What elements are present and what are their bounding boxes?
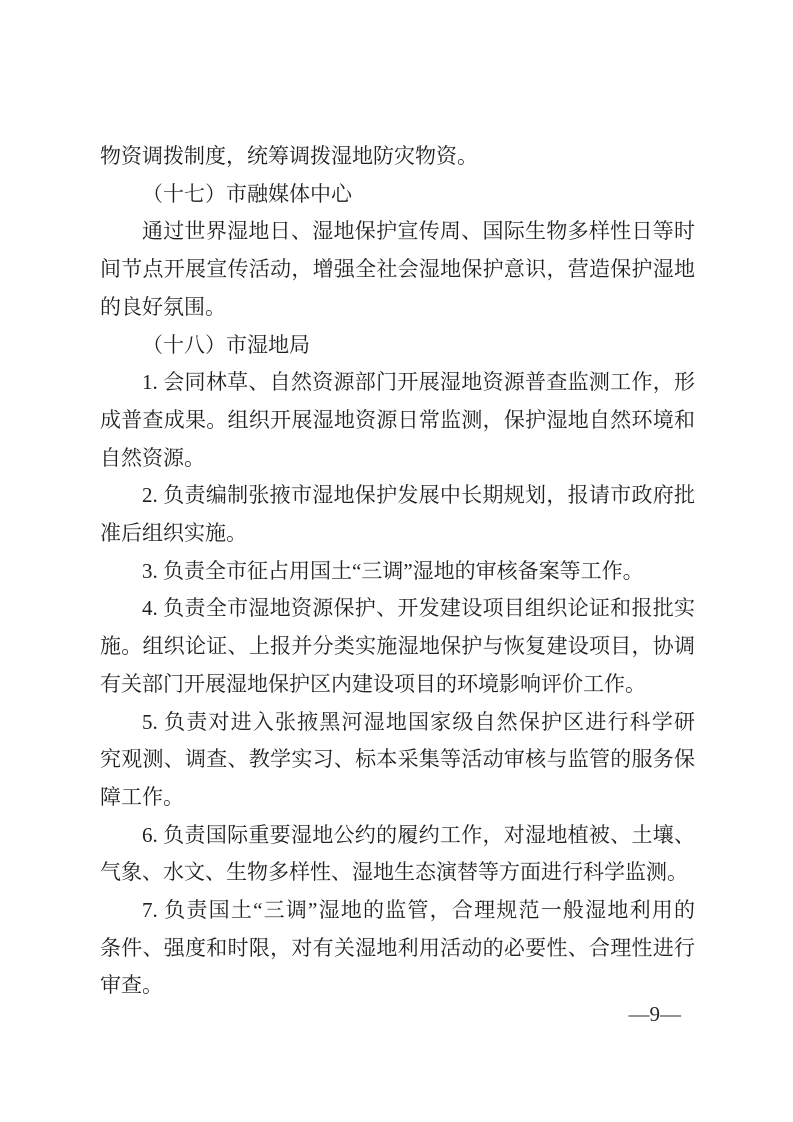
para-item-6-line: 气象、水文、生物多样性、湿地生态演替等方面进行科学监测。 (100, 860, 688, 885)
para-item-4-line: 有关部门开展湿地保护区内建设项目的环境影响评价工作。 (100, 671, 646, 696)
para-item-7-line: 7. 负责国土“三调”湿地的监管，合理规范一般湿地利用的 (142, 898, 695, 923)
para-item-1-line: 成普查成果。组织开展湿地资源日常监测，保护湿地自然环境和 (100, 407, 695, 432)
para-item-4-line: 施。组织论证、上报并分类实施湿地保护与恢复建设项目，协调 (100, 634, 695, 659)
heading-section-18-line: （十八）市湿地局 (142, 332, 310, 357)
para-item-1-line: 1. 会同林草、自然资源部门开展湿地资源普查监测工作，形 (142, 370, 695, 395)
para-media-center-line: 的良好氛围。 (100, 294, 226, 319)
para-item-5-line: 究观测、调查、教学实习、标本采集等活动审核与监管的服务保 (100, 747, 695, 772)
para-media-center-line: 通过世界湿地日、湿地保护宣传周、国际生物多样性日等时 (142, 219, 695, 244)
para-item-3-line: 3. 负责全市征占用国土“三调”湿地的审核备案等工作。 (142, 558, 644, 583)
para-item-6-line: 6. 负责国际重要湿地公约的履约工作，对湿地植被、土壤、 (142, 822, 695, 847)
para-item-7-line: 审查。 (100, 973, 163, 998)
para-item-1-line: 自然资源。 (100, 445, 205, 470)
para-item-2-line: 准后组织实施。 (100, 521, 247, 546)
page-number: —9— (628, 1002, 681, 1026)
para-item-5-line: 障工作。 (100, 784, 184, 809)
document-body (100, 138, 695, 1005)
para-item-2-line: 2. 负责编制张掖市湿地保护发展中长期规划，报请市政府批 (142, 483, 695, 508)
para-item-7-line: 条件、强度和时限，对有关湿地利用活动的必要性、合理性进行 (100, 935, 695, 960)
para-item-5-line: 5. 负责对进入张掖黑河湿地国家级自然保护区进行科学研 (142, 709, 695, 734)
para-item-4-line: 4. 负责全市湿地资源保护、开发建设项目组织论证和报批实 (142, 596, 695, 621)
para-media-center-line: 间节点开展宣传活动，增强全社会湿地保护意识，营造保护湿地 (100, 257, 695, 282)
heading-section-17-line: （十七）市融媒体中心 (142, 181, 352, 206)
para-carryover-line: 物资调拨制度，统筹调拨湿地防灾物资。 (100, 144, 478, 168)
